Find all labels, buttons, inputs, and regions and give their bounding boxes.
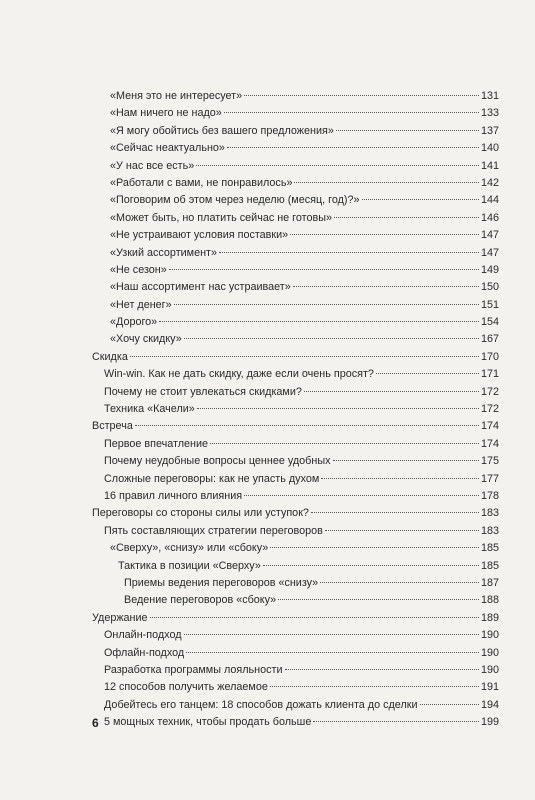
dot-leader <box>263 565 479 566</box>
toc-entry-page: 140 <box>480 142 499 155</box>
dot-leader <box>311 512 479 513</box>
dot-leader <box>150 617 479 618</box>
dot-leader <box>285 669 479 670</box>
dot-leader <box>333 460 479 461</box>
dot-leader <box>224 112 479 113</box>
toc-entry-title: Техника «Качели» <box>104 403 195 416</box>
toc-entry <box>92 610 499 627</box>
toc-entry-title: Сложные переговоры: как не упасть духом <box>104 472 320 485</box>
toc-entry-title: «У нас все есть» <box>110 159 195 172</box>
toc-entry-page: 174 <box>480 420 499 433</box>
dot-leader <box>159 321 479 322</box>
toc-entry-title: 16 правил личного влияния <box>104 489 243 502</box>
toc-entry-title: «Сверху», «снизу» или «сбоку» <box>110 542 269 555</box>
toc-entry-title: 5 мощных техник, чтобы продать больше <box>104 716 312 729</box>
toc-entry-title: Офлайн-подход <box>104 646 185 659</box>
toc-entry-page: 178 <box>480 489 499 502</box>
toc-entry-title: Удержание <box>92 611 148 624</box>
toc-entry-title: Добейтесь его танцем: 18 способов дожать клиента до сделки <box>104 698 418 711</box>
toc-entry <box>92 158 499 175</box>
toc-entry <box>92 279 499 296</box>
dot-leader <box>325 530 479 531</box>
dot-leader <box>197 408 479 409</box>
dot-leader <box>420 704 479 705</box>
toc-entry <box>92 401 499 418</box>
toc-entry <box>92 192 499 209</box>
toc-entry-title: Разработка программы лояльности <box>104 663 283 676</box>
toc-entry-title: «Хочу скидку» <box>110 333 182 346</box>
dot-leader <box>174 304 479 305</box>
toc-entry-page: 185 <box>480 559 499 572</box>
toc-entry-title: Почему не стоит увлекаться скидками? <box>104 385 302 398</box>
toc-entry <box>92 227 499 244</box>
toc-entry <box>92 645 499 662</box>
toc-entry <box>92 297 499 314</box>
dot-leader <box>244 495 479 496</box>
toc-entry <box>92 523 499 540</box>
dot-leader <box>244 95 479 96</box>
toc-entry-page: 154 <box>480 316 499 329</box>
toc-entry-title: Онлайн-подход <box>104 629 182 642</box>
toc-entry <box>92 488 499 505</box>
toc-entry-page: 189 <box>480 611 499 624</box>
toc-entry-title: «Работали с вами, не понравилось» <box>110 176 293 189</box>
dot-leader <box>135 425 479 426</box>
toc-entry-title: Скидка <box>92 350 128 363</box>
toc-entry <box>92 697 499 714</box>
dot-leader <box>130 356 479 357</box>
dot-leader <box>210 443 479 444</box>
toc-entry-page: 199 <box>480 716 499 729</box>
toc-entry-page: 175 <box>480 455 499 468</box>
dot-leader <box>294 182 479 183</box>
toc-entry-page: 141 <box>480 159 499 172</box>
dot-leader <box>186 652 479 653</box>
toc-entry <box>92 349 499 366</box>
toc-entry <box>92 505 499 522</box>
toc-entry-page: 177 <box>480 472 499 485</box>
toc-entry-title: «Нет денег» <box>110 298 172 311</box>
toc-entry <box>92 384 499 401</box>
toc-entry-page: 190 <box>480 663 499 676</box>
toc-entry <box>92 558 499 575</box>
dot-leader <box>336 130 479 131</box>
dot-leader <box>321 478 479 479</box>
toc-entry-page: 149 <box>480 263 499 276</box>
toc-entry <box>92 471 499 488</box>
toc-entry <box>92 679 499 696</box>
page-number: 6 <box>92 716 99 730</box>
toc-entry <box>92 105 499 122</box>
toc-entry <box>92 245 499 262</box>
toc-entry-page: 188 <box>480 594 499 607</box>
toc-entry <box>92 436 499 453</box>
toc-entry-page: 151 <box>480 298 499 311</box>
toc-entry <box>92 331 499 348</box>
dot-leader <box>196 165 479 166</box>
toc-entry-title: Win-win. Как не дать скидку, даже если очень просят? <box>104 368 374 381</box>
toc-entry-title: «Не устраивают условия поставки» <box>110 229 289 242</box>
toc-entry <box>92 575 499 592</box>
toc-entry <box>92 88 499 105</box>
toc-entry-page: 131 <box>480 90 499 102</box>
toc-entry-title: «Я могу обойтись без вашего предложения» <box>110 124 334 137</box>
toc-entry <box>92 123 499 140</box>
dot-leader <box>270 686 479 687</box>
toc-entry-title: «Сейчас неактуально» <box>110 142 225 155</box>
dot-leader <box>184 634 479 635</box>
dot-leader <box>290 234 479 235</box>
toc-entry-title: «Наш ассортимент нас устраивает» <box>110 281 291 294</box>
toc-entry-page: 174 <box>480 437 499 450</box>
dot-leader <box>278 599 479 600</box>
toc-entry-page: 147 <box>480 246 499 259</box>
dot-leader <box>219 252 479 253</box>
toc-entry-title: Приемы ведения переговоров «снизу» <box>124 576 319 589</box>
toc-entry <box>92 662 499 679</box>
toc-entry-page: 183 <box>480 507 499 520</box>
toc-entry-page: 172 <box>480 403 499 416</box>
toc-entry-title: «Дорого» <box>110 316 158 329</box>
toc-entry <box>92 453 499 470</box>
toc-entry <box>92 262 499 279</box>
toc-entry <box>92 418 499 435</box>
toc-entry-title: «Не сезон» <box>110 263 167 276</box>
dot-leader <box>293 286 479 287</box>
toc-entry <box>92 627 499 644</box>
dot-leader <box>320 582 479 583</box>
toc-entry-title: Тактика в позиции «Сверху» <box>118 559 261 572</box>
toc-entry-title: Почему неудобные вопросы ценнее удобных <box>104 455 331 468</box>
toc-entry-page: 172 <box>480 385 499 398</box>
toc-entry-page: 191 <box>480 681 499 694</box>
dot-leader <box>362 199 479 200</box>
toc-entry-page: 146 <box>480 211 499 224</box>
toc-entry <box>92 366 499 383</box>
toc-entry-page: 194 <box>480 698 499 711</box>
toc-entry <box>92 210 499 227</box>
dot-leader <box>169 269 479 270</box>
toc-entry-title: Переговоры со стороны силы или уступок? <box>92 507 309 520</box>
toc-entry-page: 144 <box>480 194 499 207</box>
toc-entry-title: 12 способов получить желаемое <box>104 681 268 694</box>
dot-leader <box>313 721 479 722</box>
toc-entry-page: 150 <box>480 281 499 294</box>
toc-entry <box>92 175 499 192</box>
toc-entry-page: 142 <box>480 176 499 189</box>
table-of-contents <box>92 88 499 731</box>
toc-entry-title: «Меня это не интересует» <box>110 90 243 102</box>
toc-entry-page: 147 <box>480 229 499 242</box>
dot-leader <box>304 391 479 392</box>
toc-entry-title: «Поговорим об этом через неделю (месяц, год)?» <box>110 194 360 207</box>
toc-entry-title: Ведение переговоров «сбоку» <box>124 594 277 607</box>
dot-leader <box>270 547 479 548</box>
toc-entry-title: «Может быть, но платить сейчас не готовы» <box>110 211 332 224</box>
toc-entry-page: 185 <box>480 542 499 555</box>
toc-entry <box>92 714 499 731</box>
toc-entry-page: 171 <box>480 368 499 381</box>
toc-entry <box>92 592 499 609</box>
toc-entry-page: 190 <box>480 629 499 642</box>
toc-entry-page: 183 <box>480 524 499 537</box>
toc-entry-title: Пять составляющих стратегии переговоров <box>104 524 323 537</box>
toc-entry-page: 133 <box>480 107 499 120</box>
dot-leader <box>227 147 479 148</box>
toc-entry <box>92 140 499 157</box>
toc-entry <box>92 540 499 557</box>
toc-entry <box>92 314 499 331</box>
dot-leader <box>184 338 479 339</box>
toc-entry-page: 137 <box>480 124 499 137</box>
toc-entry-title: «Узкий ассортимент» <box>110 246 218 259</box>
dot-leader <box>376 373 479 374</box>
toc-entry-title: Встреча <box>92 420 133 433</box>
toc-entry-title: «Нам ничего не надо» <box>110 107 222 120</box>
toc-entry-page: 167 <box>480 333 499 346</box>
toc-entry-page: 190 <box>480 646 499 659</box>
toc-entry-page: 170 <box>480 350 499 363</box>
toc-entry-title: Первое впечатление <box>104 437 209 450</box>
toc-entry-page: 187 <box>480 576 499 589</box>
dot-leader <box>334 217 479 218</box>
